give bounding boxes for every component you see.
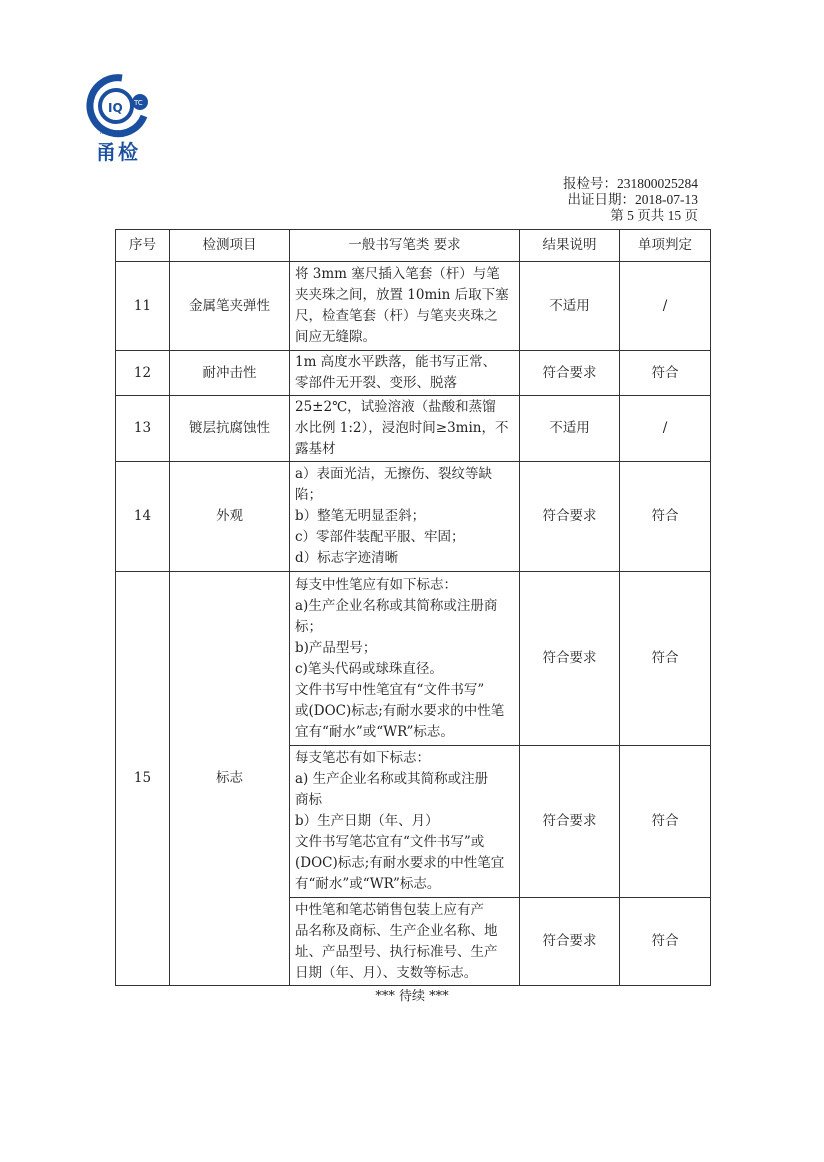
row-result: 符合要求 xyxy=(520,462,620,572)
row-verdict: 符合 xyxy=(620,572,711,746)
requirement-line: 1m 高度水平跌落，能书写正常、 xyxy=(295,354,497,370)
requirement-line: c）零部件装配平服、牢固； xyxy=(295,529,465,545)
requirement-line: 有“耐水”或“WR”标志。 xyxy=(295,876,441,892)
continued-footer: *** 待续 *** xyxy=(375,989,449,1004)
requirement-line: 中性笔和笔芯销售包装上应有产 xyxy=(295,901,484,918)
row-no: 11 xyxy=(116,262,170,351)
requirement-line: 夹夹珠之间，放置 10min 后取下塞 xyxy=(295,287,509,303)
svg-text:TC: TC xyxy=(134,99,143,107)
table-row xyxy=(116,262,711,351)
header-item: 检测项目 xyxy=(170,230,290,262)
row-result: 符合要求 xyxy=(520,351,620,396)
row-no: 13 xyxy=(116,396,170,462)
requirement-line: 陷； xyxy=(295,487,322,503)
row-requirement xyxy=(290,262,520,351)
requirement-line: 商标 xyxy=(295,792,322,808)
page-number: 第 5 页共 15 页 xyxy=(610,208,698,223)
logo-text: 甬检 xyxy=(96,140,140,164)
issue-date: 出证日期：2018-07-13 xyxy=(567,192,698,207)
row-item: 耐冲击性 xyxy=(170,351,290,396)
row-requirement xyxy=(290,746,520,898)
row-requirement xyxy=(290,898,520,986)
requirement-line: a) 生产企业名称或其简称或注册 xyxy=(295,771,489,787)
row-result: 不适用 xyxy=(520,396,620,462)
row-no: 12 xyxy=(116,351,170,396)
requirement-line: a)生产企业名称或其简称或注册商 xyxy=(295,597,498,614)
requirement-line: 宜有“耐水”或“WR”标志。 xyxy=(295,723,454,740)
row-result: 不适用 xyxy=(520,262,620,351)
table-row xyxy=(116,462,711,572)
header-verdict: 单项判定 xyxy=(620,230,711,262)
row-result: 符合要求 xyxy=(520,746,620,898)
report-meta xyxy=(563,176,698,224)
requirement-line: 文件书写笔芯宜有“文件书写”或 xyxy=(295,834,485,850)
row-verdict: 符合 xyxy=(620,462,711,572)
inspection-table xyxy=(115,229,711,986)
table-row xyxy=(116,351,711,396)
requirement-line: 文件书写中性笔宜有“文件书写” xyxy=(295,681,485,698)
row-item: 外观 xyxy=(170,462,290,572)
row-verdict: 符合 xyxy=(620,351,711,396)
row-verdict: 符合 xyxy=(620,898,711,986)
row-no: 15 xyxy=(116,572,170,986)
row-verdict: / xyxy=(620,262,711,351)
row-result: 符合要求 xyxy=(520,572,620,746)
requirement-line: b）生产日期（年、月） xyxy=(295,813,439,829)
row-verdict: / xyxy=(620,396,711,462)
svg-text:IQ: IQ xyxy=(108,101,123,115)
header-requirement: 一般书写笔类 要求 xyxy=(290,230,520,262)
requirement-line: 露基材 xyxy=(295,441,336,457)
requirement-line: 每支笔芯有如下标志： xyxy=(295,750,430,766)
requirement-line: b)产品型号； xyxy=(295,639,377,656)
header-no: 序号 xyxy=(116,230,170,262)
report-number: 报检号：231800025284 xyxy=(563,176,698,191)
row-requirement xyxy=(290,351,520,396)
requirement-line: 址、产品型号、执行标准号、生产 xyxy=(295,943,498,960)
requirement-line: 或(DOC)标志;有耐水要求的中性笔 xyxy=(295,702,505,719)
requirement-line: 25±2℃，试验溶液（盐酸和蒸馏 xyxy=(295,399,496,415)
requirement-line: 尺，检查笔套（杆）与笔夹夹珠之 xyxy=(295,308,498,324)
requirement-line: 品名称及商标、生产企业名称、地 xyxy=(295,922,498,939)
requirement-line: a）表面光洁，无擦伤、裂纹等缺 xyxy=(295,466,493,482)
requirement-line: 水比例 1:2），浸泡时间≥3min，不 xyxy=(295,420,509,436)
row-no: 14 xyxy=(116,462,170,572)
requirement-line: 日期（年、月）、支数等标志。 xyxy=(295,964,478,981)
table-row xyxy=(116,396,711,462)
table-row xyxy=(116,572,711,746)
requirement-line: d）标志字迹清晰 xyxy=(295,550,399,566)
row-item: 标志 xyxy=(170,572,290,986)
table-header-row xyxy=(116,230,711,262)
row-verdict: 符合 xyxy=(620,746,711,898)
requirement-line: 将 3mm 塞尺插入笔套（杆）与笔 xyxy=(295,266,500,282)
row-requirement xyxy=(290,462,520,572)
row-requirement xyxy=(290,396,520,462)
requirement-line: 每支中性笔应有如下标志： xyxy=(295,576,457,593)
requirement-line: (DOC)标志;有耐水要求的中性笔宜 xyxy=(295,855,505,871)
requirement-line: c)笔头代码或球珠直径。 xyxy=(295,660,443,677)
row-item: 金属笔夹弹性 xyxy=(170,262,290,351)
requirement-line: 间应无缝隙。 xyxy=(295,329,376,345)
row-item: 镀层抗腐蚀性 xyxy=(170,396,290,462)
iqtc-logo-icon xyxy=(78,72,158,142)
requirement-line: 零部件无开裂、变形、脱落 xyxy=(295,375,457,391)
header-result: 结果说明 xyxy=(520,230,620,262)
requirement-line: b）整笔无明显歪斜； xyxy=(295,508,426,524)
requirement-line: 标； xyxy=(295,618,322,635)
row-requirement xyxy=(290,572,520,746)
row-result: 符合要求 xyxy=(520,898,620,986)
svg-text:NINGBO: NINGBO xyxy=(100,130,121,136)
